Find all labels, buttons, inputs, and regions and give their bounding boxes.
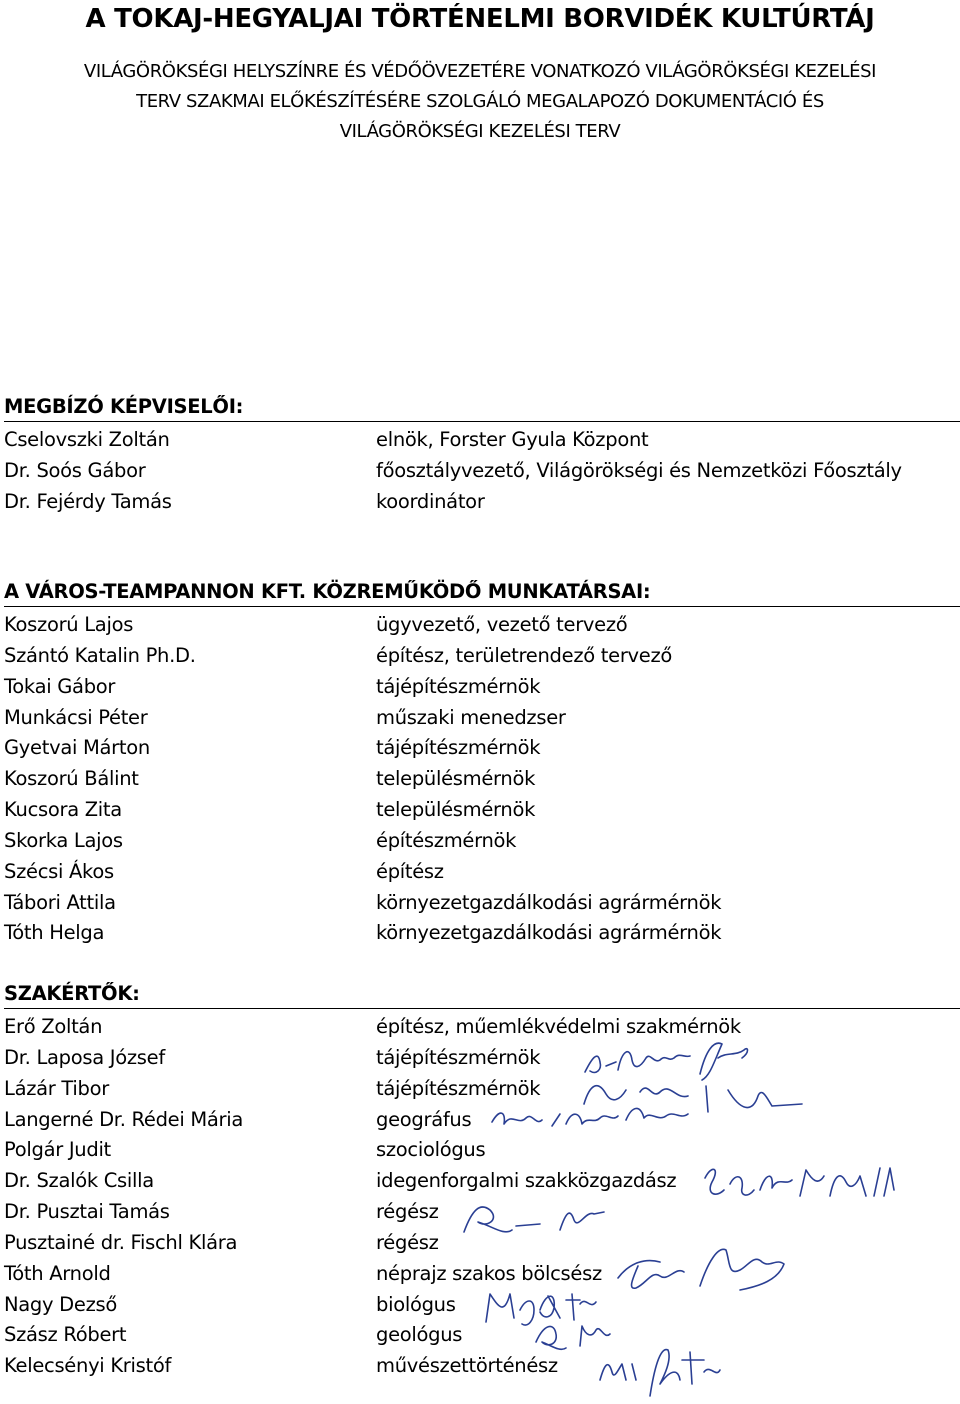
person-role: idegenforgalmi szakközgazdász xyxy=(376,1169,677,1193)
person-name: Langerné Dr. Rédei Mária xyxy=(4,1107,244,1131)
person-name: Tábori Attila xyxy=(4,890,116,914)
person-name: Koszorú Lajos xyxy=(4,613,134,636)
person-role: szociológus xyxy=(376,1138,486,1162)
person-name: Nagy Dezső xyxy=(4,1292,117,1316)
person-name: Tokai Gábor xyxy=(4,674,116,698)
signature-szasz xyxy=(536,1326,610,1349)
section-heading: SZAKÉRTŐK: xyxy=(4,981,960,1009)
subtitle-line: VILÁGÖRÖKSÉGI HELYSZÍNRE ÉS VÉDŐÖVEZETÉRE VONATKOZÓ VILÁGÖRÖKSÉGI KEZELÉSI xyxy=(83,61,877,82)
person-name: Dr. Fejérdy Tamás xyxy=(4,489,172,513)
document-title: A TOKAJ-HEGYALJAI TÖRTÉNELMI BORVIDÉK KULTÚRTÁJ xyxy=(85,4,875,34)
person-role: tájépítészmérnök xyxy=(376,1076,541,1100)
person-role: környezetgazdálkodási agrármérnök xyxy=(376,890,722,914)
person-role: régész xyxy=(376,1230,439,1254)
signature-pusztai xyxy=(464,1207,604,1232)
person-name: Lázár Tibor xyxy=(4,1076,109,1100)
person-role: tájépítészmérnök xyxy=(376,674,541,698)
person-role: tájépítészmérnök xyxy=(376,736,541,760)
person-role: tájépítészmérnök xyxy=(376,1045,541,1069)
person-name: Dr. Szalók Csilla xyxy=(4,1169,154,1193)
person-role: régész xyxy=(376,1200,439,1224)
person-name: Dr. Laposa József xyxy=(4,1045,165,1069)
person-role: építész, területrendező tervező xyxy=(376,643,673,667)
person-role: környezetgazdálkodási agrármérnök xyxy=(376,921,722,945)
person-role: építészmérnök xyxy=(376,828,517,852)
person-name: Tóth Helga xyxy=(4,921,105,945)
person-role: ügyvezető, vezető tervező xyxy=(376,613,628,636)
person-role: néprajz szakos bölcsész xyxy=(376,1261,602,1285)
signature-szalok xyxy=(705,1168,894,1196)
person-name: Skorka Lajos xyxy=(4,828,123,852)
person-name: Erő Zoltán xyxy=(4,1015,103,1038)
person-role: koordinátor xyxy=(376,489,485,513)
person-name: Dr. Soós Gábor xyxy=(4,458,146,482)
person-role: geológus xyxy=(376,1323,463,1347)
person-name: Koszorú Bálint xyxy=(4,767,139,791)
person-role: elnök, Forster Gyula Központ xyxy=(376,428,649,451)
signature-kelecsenyi xyxy=(600,1350,720,1396)
person-name: Tóth Arnold xyxy=(4,1261,111,1285)
person-role: műszaki menedzser xyxy=(376,705,566,729)
person-name: Kucsora Zita xyxy=(4,798,122,822)
signature-toth xyxy=(618,1249,784,1290)
person-name: Polgár Judit xyxy=(4,1138,111,1162)
person-role: főosztályvezető, Világörökségi és Nemzetközi Főosztály xyxy=(376,458,902,482)
person-name: Dr. Pusztai Tamás xyxy=(4,1200,170,1224)
person-name: Gyetvai Márton xyxy=(4,736,150,760)
person-name: Szántó Katalin Ph.D. xyxy=(4,643,196,667)
subtitle-line: TERV SZAKMAI ELŐKÉSZÍTÉSÉRE SZOLGÁLÓ MEGALAPOZÓ DOKUMENTÁCIÓ ÉS xyxy=(136,91,824,112)
person-role: építész, műemlékvédelmi szakmérnök xyxy=(376,1015,741,1038)
signature-laposa xyxy=(585,1043,748,1080)
section-heading: A VÁROS-TEAMPANNON KFT. KÖZREMŰKÖDŐ MUNKATÁRSAI: xyxy=(4,579,960,607)
person-role: művészettörténész xyxy=(376,1354,558,1378)
person-role: biológus xyxy=(376,1292,456,1316)
subtitle-line: VILÁGÖRÖKSÉGI KEZELÉSI TERV xyxy=(339,121,621,142)
signature-redei xyxy=(492,1108,688,1126)
person-role: településmérnök xyxy=(376,798,536,822)
person-name: Pusztainé dr. Fischl Klára xyxy=(4,1230,238,1254)
person-role: építész xyxy=(376,859,444,883)
signature-lazar xyxy=(584,1086,802,1112)
person-name: Cselovszki Zoltán xyxy=(4,428,170,451)
signature-nagy xyxy=(486,1294,596,1325)
person-role: geográfus xyxy=(376,1107,472,1131)
person-name: Munkácsi Péter xyxy=(4,705,148,729)
section-heading: MEGBÍZÓ KÉPVISELŐI: xyxy=(4,394,960,422)
person-name: Szécsi Ákos xyxy=(4,859,114,883)
person-name: Kelecsényi Kristóf xyxy=(4,1354,172,1378)
person-name: Szász Róbert xyxy=(4,1323,127,1347)
person-role: településmérnök xyxy=(376,767,536,791)
